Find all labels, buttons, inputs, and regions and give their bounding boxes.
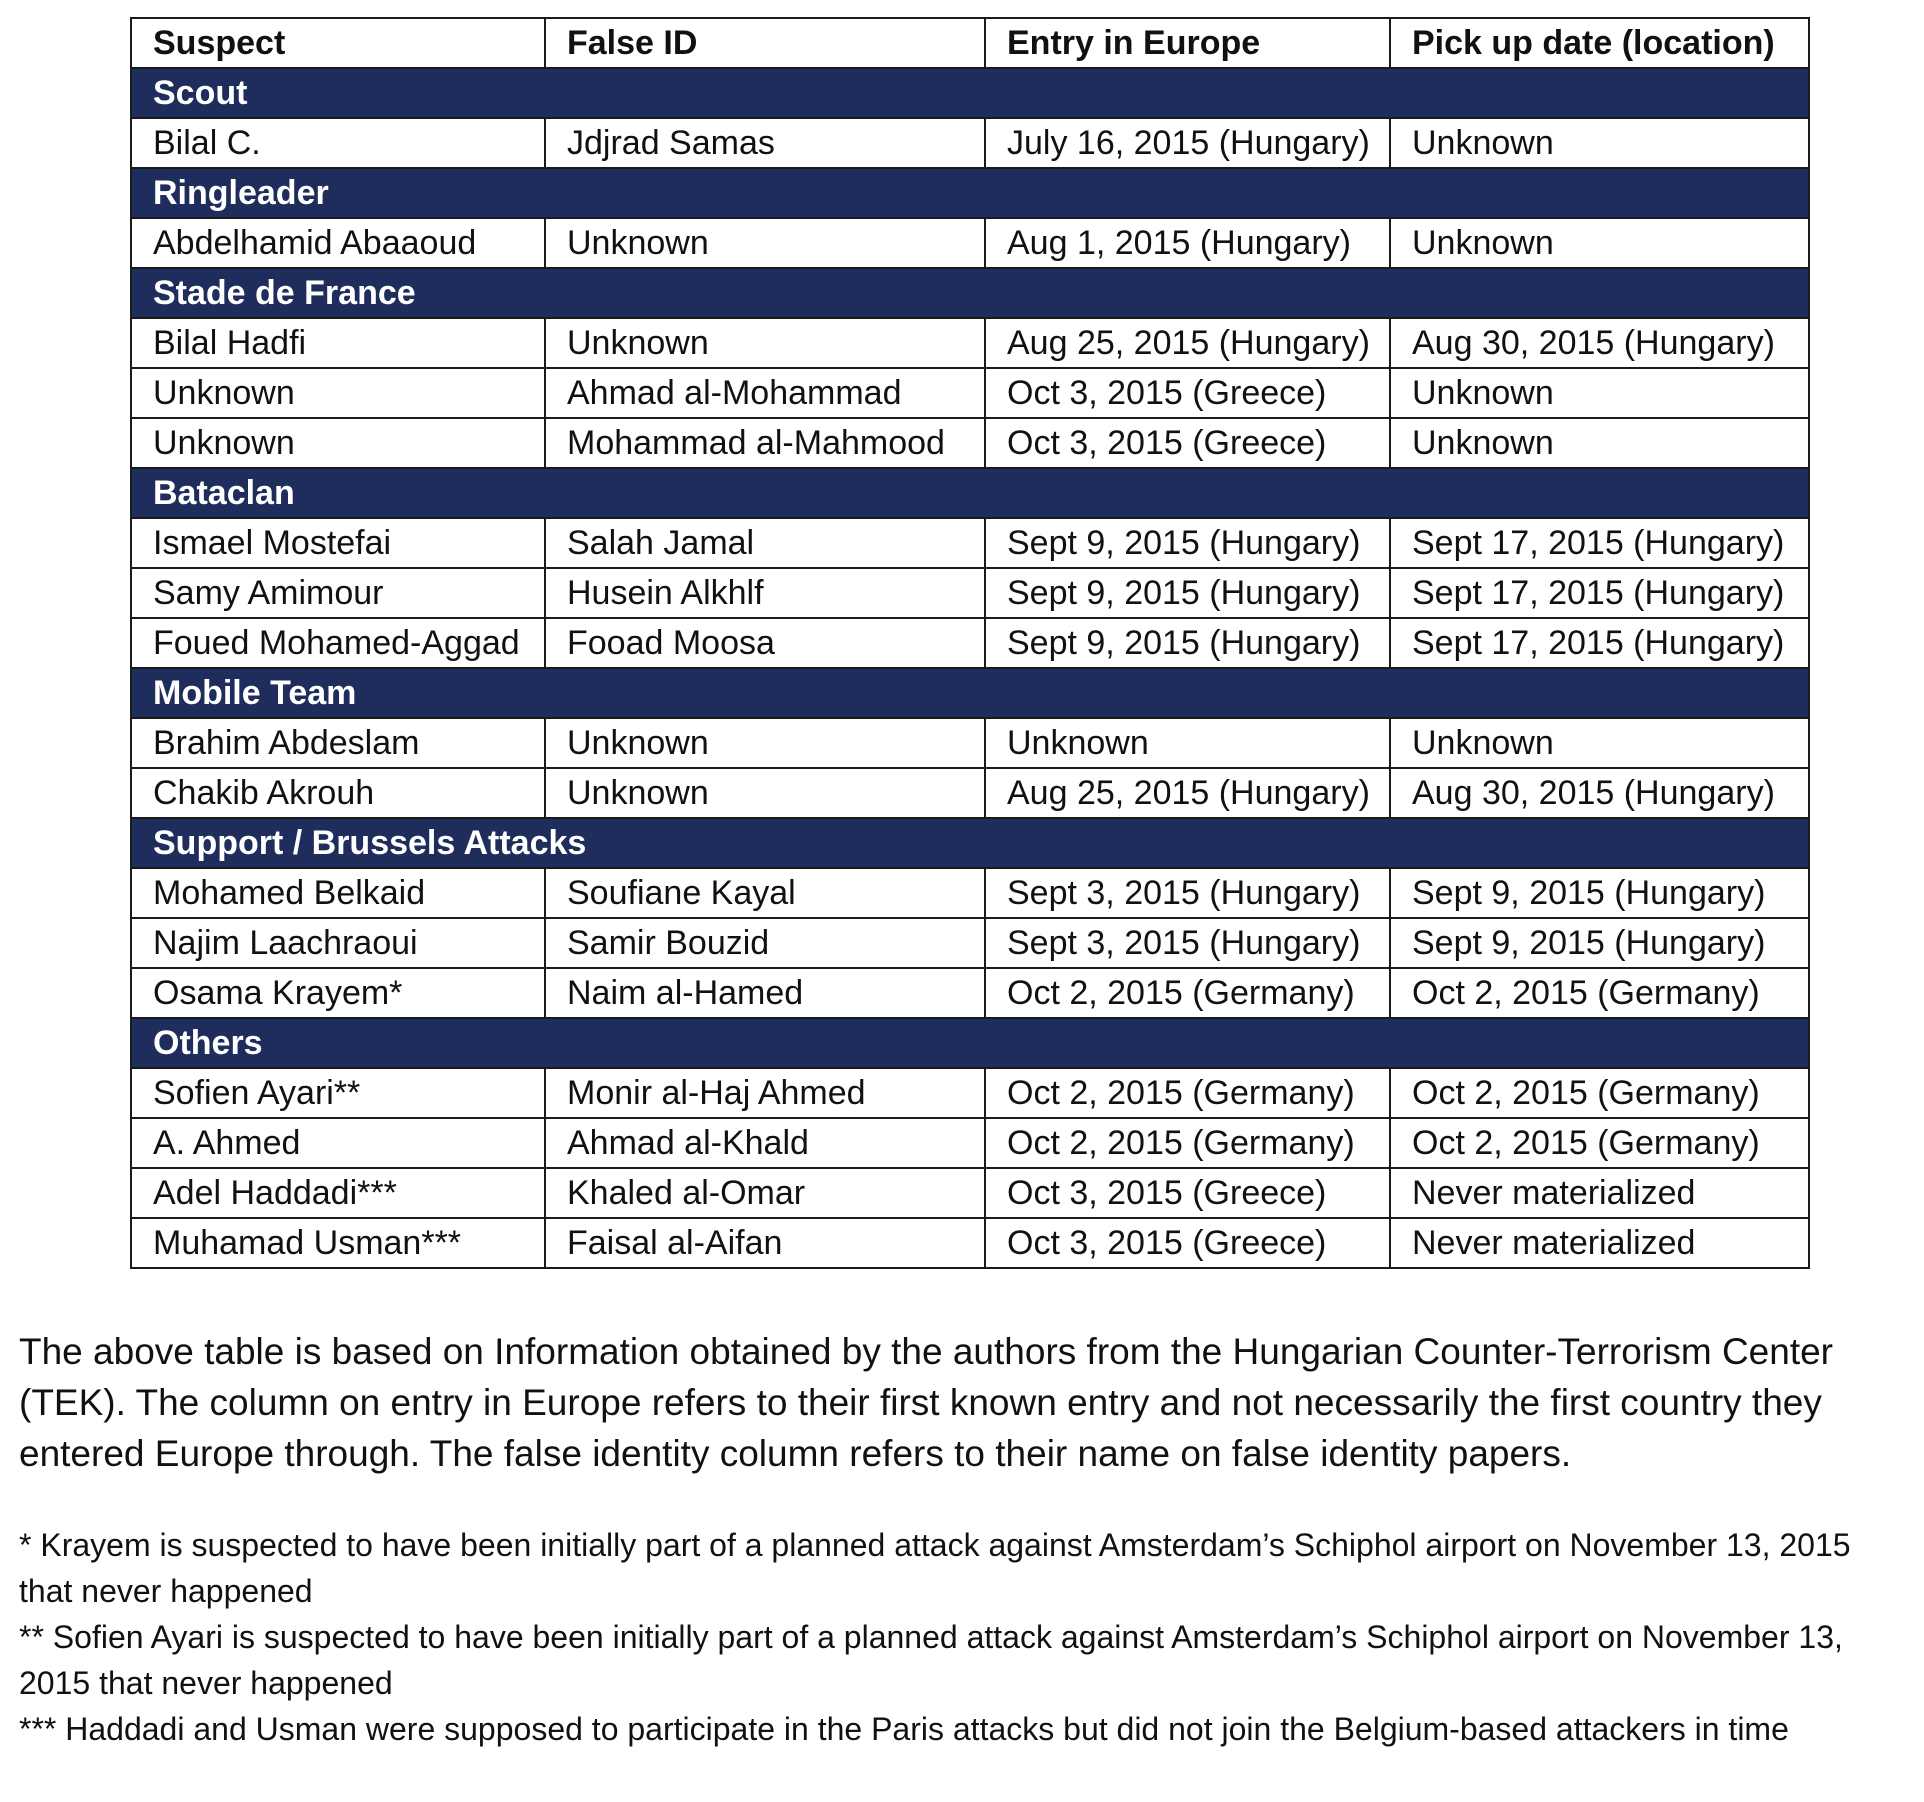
false-id-cell: Unknown [545,318,985,368]
entry-cell: Sept 3, 2015 (Hungary) [985,868,1390,918]
group-header-row [131,268,1809,318]
group-name: Ringleader [131,168,1809,218]
pickup-cell: Unknown [1390,218,1809,268]
table-row [131,418,1809,468]
group-name: Bataclan [131,468,1809,518]
pickup-cell: Never materialized [1390,1168,1809,1218]
entry-cell: Sept 9, 2015 (Hungary) [985,618,1390,668]
note-text: The above table is based on Information obtained by the authors from the Hungarian Counter-Terrorism Center (TEK). The column on entry in Europe refers to their first known entry and not necessarily the first country they entered Europe through. The false identity column refers to their name on false identity papers. [19,1331,1833,1474]
entry-cell: July 16, 2015 (Hungary) [985,118,1390,168]
suspect-cell: Mohamed Belkaid [131,868,545,918]
table-row [131,1068,1809,1118]
group-header-row [131,168,1809,218]
group-header-row [131,818,1809,868]
entry-cell: Oct 2, 2015 (Germany) [985,968,1390,1018]
suspect-cell: Bilal Hadfi [131,318,545,368]
header-suspect: Suspect [131,18,545,68]
false-id-cell: Naim al-Hamed [545,968,985,1018]
false-id-cell: Soufiane Kayal [545,868,985,918]
group-header-row [131,668,1809,718]
false-id-cell: Husein Alkhlf [545,568,985,618]
table-row [131,718,1809,768]
pickup-cell: Oct 2, 2015 (Germany) [1390,968,1809,1018]
suspect-cell: Adel Haddadi*** [131,1168,545,1218]
table-row [131,968,1809,1018]
entry-cell: Oct 3, 2015 (Greece) [985,1168,1390,1218]
group-name: Support / Brussels Attacks [131,818,1809,868]
false-id-cell: Mohammad al-Mahmood [545,418,985,468]
entry-cell: Sept 3, 2015 (Hungary) [985,918,1390,968]
table-body [131,68,1809,1268]
suspect-cell: Muhamad Usman*** [131,1218,545,1268]
table-row [131,868,1809,918]
table-row [131,918,1809,968]
table-row [131,118,1809,168]
entry-cell: Aug 25, 2015 (Hungary) [985,768,1390,818]
table-row [131,768,1809,818]
pickup-cell: Sept 9, 2015 (Hungary) [1390,918,1809,968]
suspect-cell: A. Ahmed [131,1118,545,1168]
footnote: ** Sofien Ayari is suspected to have been initially part of a planned attack against Amsterdam’s Schiphol airport on November 13, 2015 that never happened [19,1619,1843,1701]
false-id-cell: Salah Jamal [545,518,985,568]
false-id-cell: Unknown [545,218,985,268]
pickup-cell: Sept 17, 2015 (Hungary) [1390,518,1809,568]
group-header-row [131,468,1809,518]
false-id-cell: Jdjrad Samas [545,118,985,168]
footnote: * Krayem is suspected to have been initially part of a planned attack against Amsterdam’s Schiphol airport on November 13, 2015 that never happened [19,1527,1851,1609]
group-name: Others [131,1018,1809,1068]
suspects-table [130,17,1810,1269]
table-source-note [19,1326,1909,1479]
suspect-cell: Unknown [131,418,545,468]
false-id-cell: Samir Bouzid [545,918,985,968]
entry-cell: Sept 9, 2015 (Hungary) [985,518,1390,568]
suspect-cell: Najim Laachraoui [131,918,545,968]
suspect-cell: Abdelhamid Abaaoud [131,218,545,268]
false-id-cell: Ahmad al-Mohammad [545,368,985,418]
pickup-cell: Sept 17, 2015 (Hungary) [1390,618,1809,668]
suspect-cell: Bilal C. [131,118,545,168]
pickup-cell: Unknown [1390,118,1809,168]
suspect-cell: Osama Krayem* [131,968,545,1018]
table-row [131,368,1809,418]
table-row [131,518,1809,568]
footnote: *** Haddadi and Usman were supposed to participate in the Paris attacks but did not join the Belgium-based attackers in time [19,1711,1789,1747]
suspect-cell: Sofien Ayari** [131,1068,545,1118]
pickup-cell: Sept 9, 2015 (Hungary) [1390,868,1809,918]
pickup-cell: Unknown [1390,368,1809,418]
pickup-cell: Oct 2, 2015 (Germany) [1390,1118,1809,1168]
entry-cell: Aug 1, 2015 (Hungary) [985,218,1390,268]
table-row [131,618,1809,668]
header-false-id: False ID [545,18,985,68]
false-id-cell: Khaled al-Omar [545,1168,985,1218]
entry-cell: Oct 3, 2015 (Greece) [985,368,1390,418]
pickup-cell: Sept 17, 2015 (Hungary) [1390,568,1809,618]
entry-cell: Sept 9, 2015 (Hungary) [985,568,1390,618]
table-row [131,318,1809,368]
suspect-cell: Brahim Abdeslam [131,718,545,768]
suspect-cell: Samy Amimour [131,568,545,618]
header-entry-in-europe: Entry in Europe [985,18,1390,68]
entry-cell: Aug 25, 2015 (Hungary) [985,318,1390,368]
entry-cell: Oct 2, 2015 (Germany) [985,1118,1390,1168]
suspect-cell: Chakib Akrouh [131,768,545,818]
table-row [131,568,1809,618]
table-header-row [131,18,1809,68]
pickup-cell: Oct 2, 2015 (Germany) [1390,1068,1809,1118]
false-id-cell: Monir al-Haj Ahmed [545,1068,985,1118]
suspect-cell: Ismael Mostefai [131,518,545,568]
false-id-cell: Fooad Moosa [545,618,985,668]
group-name: Stade de France [131,268,1809,318]
false-id-cell: Ahmad al-Khald [545,1118,985,1168]
table-row [131,1168,1809,1218]
pickup-cell: Unknown [1390,418,1809,468]
header-pick-up-date: Pick up date (location) [1390,18,1809,68]
false-id-cell: Unknown [545,768,985,818]
group-name: Mobile Team [131,668,1809,718]
entry-cell: Oct 2, 2015 (Germany) [985,1068,1390,1118]
entry-cell: Oct 3, 2015 (Greece) [985,1218,1390,1268]
suspect-cell: Foued Mohamed-Aggad [131,618,545,668]
suspect-cell: Unknown [131,368,545,418]
group-name: Scout [131,68,1809,118]
table-row [131,1218,1809,1268]
footnotes [19,1522,1909,1752]
entry-cell: Unknown [985,718,1390,768]
pickup-cell: Never materialized [1390,1218,1809,1268]
pickup-cell: Aug 30, 2015 (Hungary) [1390,318,1809,368]
entry-cell: Oct 3, 2015 (Greece) [985,418,1390,468]
pickup-cell: Aug 30, 2015 (Hungary) [1390,768,1809,818]
false-id-cell: Unknown [545,718,985,768]
group-header-row [131,68,1809,118]
group-header-row [131,1018,1809,1068]
table-row [131,1118,1809,1168]
false-id-cell: Faisal al-Aifan [545,1218,985,1268]
pickup-cell: Unknown [1390,718,1809,768]
table-row [131,218,1809,268]
